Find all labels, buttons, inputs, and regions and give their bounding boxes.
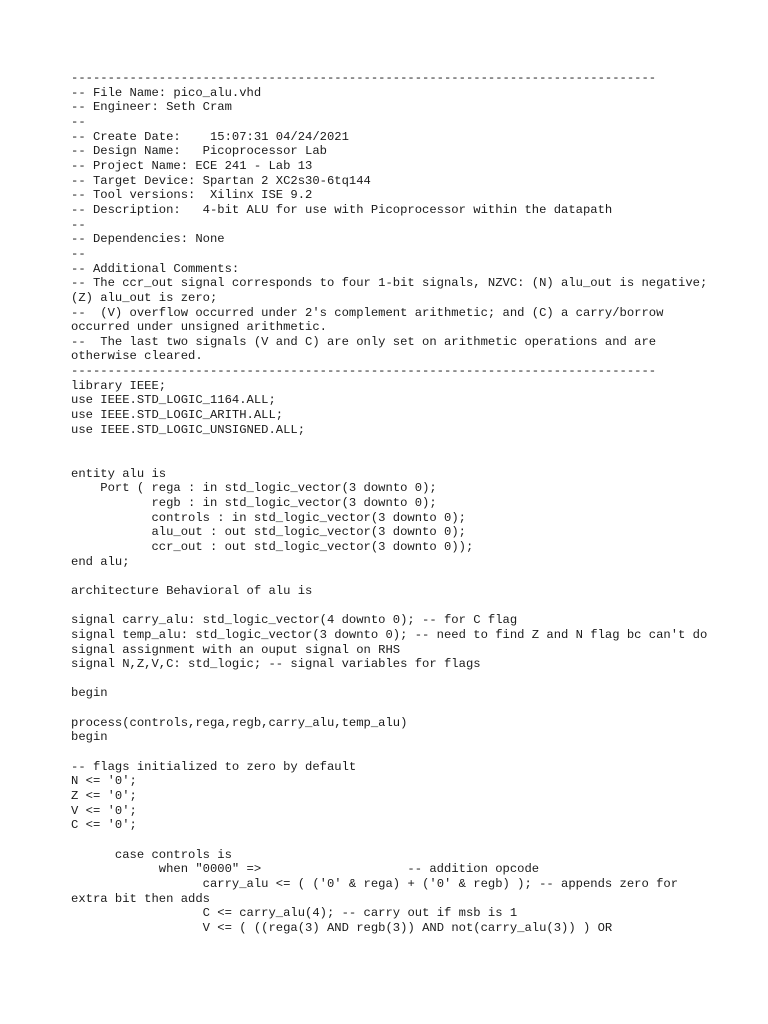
code-line: Z <= '0'; [71, 789, 137, 804]
code-line [71, 745, 711, 760]
code-line: -- The ccr_out signal corresponds to four 1-bit signals, NZVC: (N) alu_out is negative; (Z) alu_out is zero; [71, 276, 715, 305]
code-line: end alu; [71, 554, 130, 569]
code-line: library IEEE; [71, 378, 167, 393]
code-line: C <= carry_alu(4); -- carry out if msb is 1 [71, 906, 518, 921]
code-line [71, 701, 711, 716]
code-line: regb : in std_logic_vector(3 downto 0); [71, 496, 437, 510]
code-line: C <= '0'; [71, 818, 137, 833]
code-line: controls : in std_logic_vector(3 downto 0); [71, 510, 466, 525]
code-line: -- Dependencies: None [71, 232, 225, 247]
code-line [71, 599, 711, 614]
code-line: -- File Name: pico_alu.vhd [71, 85, 262, 100]
code-line: -- Engineer: Seth Cram [71, 100, 232, 115]
code-line: -- Description: 4-bit ALU for use with Picoprocessor within the datapath [71, 202, 613, 217]
code-line: Port ( rega : in std_logic_vector(3 downto 0); [71, 481, 437, 496]
code-line: case controls is [71, 847, 232, 862]
code-line: -- The last two signals (V and C) are only set on arithmetic operations and are otherwise cleared. [71, 334, 664, 364]
code-line: process(controls,rega,regb,carry_alu,temp_alu) [71, 715, 408, 730]
code-line [71, 452, 711, 467]
code-line: alu_out : out std_logic_vector(3 downto 0); [71, 525, 466, 540]
code-line: -- (V) overflow occurred under 2's complement arithmetic; and (C) a carry/borrow occurred under unsigned arithmetic. [71, 305, 671, 335]
code-line [71, 672, 711, 687]
code-line: -- Project Name: ECE 241 - Lab 13 [71, 158, 313, 173]
code-line: -- [71, 246, 86, 261]
code-line: -- [71, 114, 86, 129]
code-line: -- [71, 217, 86, 232]
code-line: signal carry_alu: std_logic_vector(4 downto 0); -- for C flag [71, 613, 518, 628]
code-line: entity alu is [71, 466, 167, 481]
code-line: -- flags initialized to zero by default [71, 759, 357, 774]
code-line: V <= ( ((rega(3) AND regb(3)) AND not(carry_alu(3)) ) OR [71, 920, 613, 935]
code-line [71, 569, 711, 584]
code-line: use IEEE.STD_LOGIC_UNSIGNED.ALL; [71, 422, 306, 437]
code-line: -------------------------------------------------------------------------------- [71, 364, 657, 379]
code-line: -- Create Date: 15:07:31 04/24/2021 [71, 129, 349, 144]
code-line: N <= '0'; [71, 774, 137, 789]
code-line: begin [71, 686, 108, 701]
code-line: -------------------------------------------------------------------------------- [71, 71, 657, 85]
code-document [71, 71, 715, 936]
code-line: begin [71, 730, 108, 745]
code-line: signal N,Z,V,C: std_logic; -- signal variables for flags [71, 657, 481, 672]
code-line: architecture Behavioral of alu is [71, 583, 313, 598]
code-line: use IEEE.STD_LOGIC_1164.ALL; [71, 393, 276, 408]
code-line: carry_alu <= ( ('0' & rega) + ('0' & regb) ); -- appends zero for extra bit then adds [71, 876, 686, 906]
code-line [71, 833, 711, 848]
code-line: signal temp_alu: std_logic_vector(3 downto 0); -- need to find Z and N flag bc can't do signal assignment with an ouput signal on RHS [71, 627, 715, 657]
code-line: -- Target Device: Spartan 2 XC2s30-6tq144 [71, 173, 371, 188]
code-line: -- Tool versions: Xilinx ISE 9.2 [71, 188, 313, 203]
code-line: V <= '0'; [71, 803, 137, 818]
code-line: use IEEE.STD_LOGIC_ARITH.ALL; [71, 408, 284, 423]
code-line: -- Additional Comments: [71, 261, 240, 276]
code-line [71, 437, 711, 452]
code-line: when "0000" => -- addition opcode [71, 862, 540, 877]
code-line: ccr_out : out std_logic_vector(3 downto 0)); [71, 539, 474, 554]
code-line: -- Design Name: Picoprocessor Lab [71, 144, 327, 159]
